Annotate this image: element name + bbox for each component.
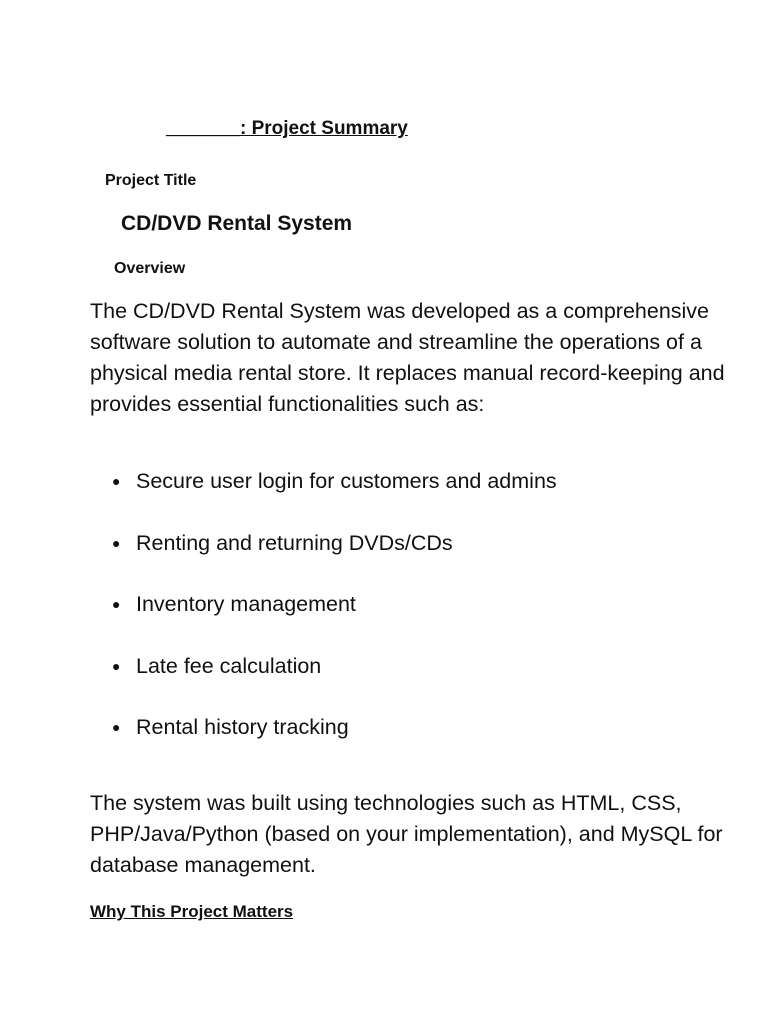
list-item [112,466,557,528]
feature-text: Rental history tracking [136,715,349,739]
list-item [112,528,557,590]
project-title-label: Project Title [105,172,197,189]
list-item [112,712,557,774]
list-item [112,651,557,713]
bullet-icon: ● [112,473,121,489]
bullet-icon: ● [112,719,121,735]
bullet-icon: ● [112,596,121,612]
overview-paragraph: The CD/DVD Rental System was developed as a comprehensive software solution to automate and streamline the operations of a physical media rental store. It replaces manual record-keeping and provides essential functionalities such as: [90,299,725,416]
list-item [112,589,557,651]
bullet-icon: ● [112,657,121,674]
feature-list [112,466,557,774]
overview-label: Overview [114,260,186,277]
project-title: CD/DVD Rental System [121,212,353,235]
feature-text: Late fee calculation [136,653,322,678]
why-heading: Why This Project Matters [90,902,294,921]
feature-text: Secure user login for customers and admins [136,469,557,493]
feature-text: Inventory management [136,592,356,616]
bullet-icon: ● [112,534,121,551]
feature-text: Renting and returning DVDs/CDs [136,530,453,555]
page-heading: _______: Project Summary [166,118,408,139]
technology-paragraph: The system was built using technologies such as HTML, CSS, PHP/Java/Python (based on your implementation), and MySQL for database management. [90,791,723,877]
